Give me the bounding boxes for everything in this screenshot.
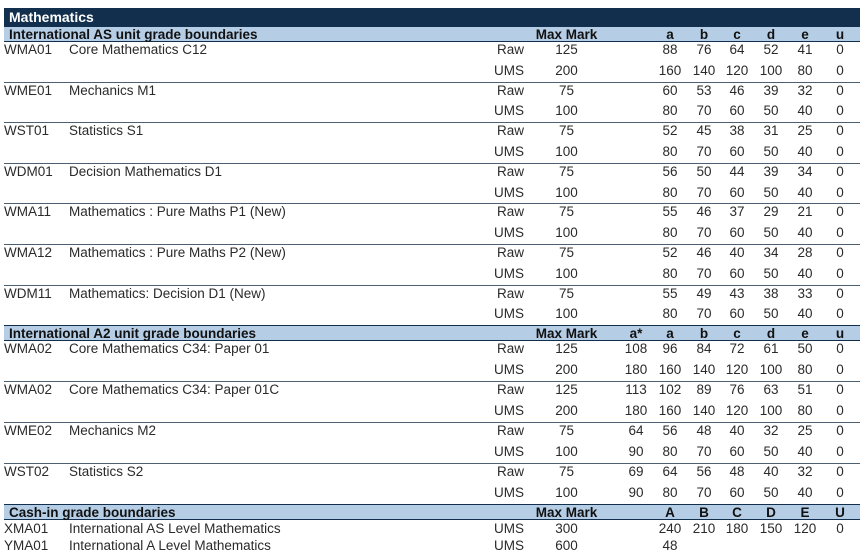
unit-name: Mechanics M2 — [69, 423, 157, 439]
grade-boundary-value: 80 — [662, 485, 678, 501]
grade-column-header: D — [766, 505, 776, 521]
grade-boundary-value: 38 — [763, 285, 779, 301]
grade-boundary-value: 210 — [692, 521, 716, 537]
unit-name: Core Mathematics C34: Paper 01 — [69, 341, 270, 357]
grade-boundary-value: 60 — [729, 485, 745, 501]
grade-boundary-value: 0 — [836, 225, 844, 241]
grade-boundary-value: 60 — [729, 225, 745, 241]
raw-mark-row — [4, 164, 860, 184]
max-mark-header: Max Mark — [535, 505, 598, 521]
grade-boundary-value: 0 — [836, 62, 844, 78]
unit-code: WMA11 — [4, 204, 52, 220]
grade-boundary-value: 48 — [696, 423, 712, 439]
grade-boundary-value: 0 — [836, 204, 844, 220]
mark-type-label: Raw — [496, 42, 524, 57]
max-mark-value: 75 — [558, 423, 575, 439]
unit-name: Mathematics: Decision D1 (New) — [69, 285, 266, 301]
grade-boundary-value: 89 — [696, 382, 712, 398]
grade-boundary-value: 140 — [692, 62, 716, 78]
subject-title: Mathematics — [4, 8, 860, 26]
max-mark-header: Max Mark — [535, 27, 598, 42]
qualification-name: International A Level Mathematics — [69, 538, 271, 554]
grade-column-header: U — [835, 505, 845, 521]
grade-boundary-value: 50 — [763, 306, 779, 322]
grade-boundary-value: 113 — [625, 382, 647, 398]
ums-mark-row — [4, 102, 860, 123]
ums-mark-row — [4, 443, 860, 464]
grade-boundary-value: 60 — [729, 184, 745, 200]
max-mark-header: Max Mark — [535, 326, 598, 342]
grade-boundary-value: 43 — [729, 285, 745, 301]
mark-type-label: UMS — [494, 225, 524, 241]
raw-mark-row — [4, 42, 860, 62]
ums-mark-row — [4, 184, 860, 205]
grade-boundary-value: 0 — [836, 82, 844, 98]
grade-boundary-value: 84 — [696, 341, 712, 357]
grade-boundary-value: 64 — [662, 464, 678, 480]
grade-boundary-value: 76 — [696, 42, 712, 57]
grade-column-header: a — [666, 27, 674, 42]
max-mark-value: 200 — [555, 362, 578, 378]
grade-boundary-value: 0 — [836, 306, 844, 322]
ums-mark-row — [4, 224, 860, 245]
grade-boundary-value: 60 — [729, 143, 745, 159]
grade-boundary-value: 70 — [696, 265, 712, 281]
ums-mark-row — [4, 361, 860, 382]
qualification-name: International AS Level Mathematics — [69, 521, 281, 537]
mark-type-label: UMS — [494, 362, 524, 378]
grade-boundary-value: 56 — [696, 464, 712, 480]
grade-boundary-value: 46 — [696, 244, 712, 260]
max-mark-value: 125 — [555, 341, 578, 357]
grade-boundary-value: 40 — [797, 143, 813, 159]
grade-boundary-value: 31 — [763, 123, 779, 139]
grade-boundary-value: 46 — [696, 204, 712, 220]
grade-boundary-value: 70 — [696, 485, 712, 501]
grade-boundary-value: 50 — [763, 485, 779, 501]
mark-type-label: UMS — [494, 485, 524, 501]
mark-type-label: UMS — [494, 62, 524, 78]
grade-boundary-value: 0 — [836, 163, 844, 179]
grade-boundary-value: 32 — [763, 423, 779, 439]
section-heading: International AS unit grade boundaries — [9, 27, 258, 42]
grade-boundary-value: 63 — [763, 382, 779, 398]
unit-code: WST02 — [4, 464, 50, 480]
mark-type-label: UMS — [494, 103, 524, 119]
unit-name: Core Mathematics C34: Paper 01C — [69, 382, 280, 398]
grade-boundary-value: 70 — [696, 444, 712, 460]
max-mark-value: 200 — [555, 403, 578, 419]
section-heading: International A2 unit grade boundaries — [9, 326, 257, 342]
grade-boundary-value: 41 — [797, 42, 813, 57]
grade-boundary-value: 40 — [797, 103, 813, 119]
grade-boundary-value: 53 — [696, 82, 712, 98]
grade-boundary-value: 34 — [763, 244, 779, 260]
grade-boundary-value: 80 — [662, 103, 678, 119]
unit-code: WST01 — [4, 123, 50, 139]
grade-boundary-value: 80 — [797, 403, 813, 419]
raw-mark-row — [4, 123, 860, 143]
unit-code: WME01 — [4, 82, 53, 98]
grade-boundary-value: 50 — [763, 444, 779, 460]
mark-type-label: Raw — [496, 204, 524, 220]
grade-column-header: b — [699, 27, 709, 42]
grade-boundary-value: 0 — [836, 485, 844, 501]
grade-boundary-value: 0 — [836, 382, 844, 398]
grade-column-header: e — [801, 326, 809, 342]
grade-boundary-value: 40 — [797, 485, 813, 501]
grade-column-header: a — [666, 326, 674, 342]
grade-boundary-value: 160 — [658, 362, 682, 378]
grade-boundary-value: 49 — [696, 285, 712, 301]
grade-boundary-value: 60 — [729, 265, 745, 281]
grade-boundary-value: 50 — [763, 184, 779, 200]
ums-mark-row — [4, 143, 860, 164]
grade-boundary-value: 50 — [763, 265, 779, 281]
mark-type-label: UMS — [494, 538, 524, 554]
max-mark-value: 75 — [558, 285, 575, 301]
grade-boundary-value: 120 — [725, 362, 749, 378]
grade-boundary-value: 0 — [836, 444, 844, 460]
grade-column-header: C — [732, 505, 742, 521]
grade-boundary-value: 45 — [696, 123, 712, 139]
grade-boundary-value: 80 — [662, 225, 678, 241]
raw-mark-row — [4, 286, 860, 306]
unit-name: Mechanics M1 — [69, 82, 157, 98]
grade-boundary-value: 25 — [797, 123, 813, 139]
grade-boundary-value: 51 — [797, 382, 813, 398]
mark-type-label: Raw — [496, 341, 524, 357]
raw-mark-row — [4, 382, 860, 402]
grade-boundary-value: 46 — [729, 82, 745, 98]
qualification-code: XMA01 — [4, 521, 49, 537]
grade-boundary-value: 70 — [696, 143, 712, 159]
mark-type-label: UMS — [494, 521, 524, 537]
grade-boundary-value: 0 — [836, 362, 844, 378]
mark-type-label: Raw — [496, 123, 524, 139]
grade-column-header: A — [665, 505, 675, 521]
mark-type-label: UMS — [494, 306, 524, 322]
grade-boundary-value: 0 — [836, 285, 844, 301]
unit-name: Core Mathematics C12 — [69, 42, 208, 57]
max-mark-value: 600 — [555, 538, 578, 554]
grade-boundary-value: 180 — [624, 362, 648, 378]
grade-boundary-value: 80 — [797, 62, 813, 78]
max-mark-value: 300 — [555, 521, 578, 537]
grade-boundary-value: 140 — [692, 362, 716, 378]
grade-boundary-value: 39 — [763, 163, 779, 179]
grade-boundary-value: 100 — [759, 403, 783, 419]
mark-type-label: Raw — [496, 382, 524, 398]
grade-boundary-value: 40 — [797, 265, 813, 281]
max-mark-value: 75 — [558, 204, 575, 220]
grade-boundary-value: 80 — [797, 362, 813, 378]
max-mark-value: 100 — [555, 306, 578, 322]
unit-code: WMA02 — [4, 341, 53, 357]
grade-boundary-value: 70 — [696, 306, 712, 322]
grade-boundary-value: 60 — [729, 306, 745, 322]
cash-in-row — [4, 520, 860, 537]
max-mark-value: 100 — [555, 143, 578, 159]
mark-type-label: Raw — [496, 464, 524, 480]
unit-name: Statistics S2 — [69, 464, 144, 480]
grade-boundary-value: 40 — [763, 464, 779, 480]
grade-boundary-value: 50 — [763, 103, 779, 119]
unit-code: WMA12 — [4, 244, 53, 260]
grade-boundary-value: 40 — [729, 244, 745, 260]
grade-boundary-value: 52 — [763, 42, 779, 57]
max-mark-value: 100 — [555, 444, 578, 460]
grade-boundaries-sheet — [4, 8, 860, 554]
grade-boundary-value: 40 — [797, 184, 813, 200]
unit-code: WME02 — [4, 423, 53, 439]
mark-type-label: UMS — [494, 184, 524, 200]
max-mark-value: 75 — [558, 163, 575, 179]
grade-boundary-value: 160 — [658, 62, 682, 78]
grade-boundary-value: 70 — [696, 225, 712, 241]
grade-boundaries-table — [4, 26, 860, 554]
grade-column-header: B — [699, 505, 709, 521]
qualification-code: YMA01 — [4, 538, 49, 554]
grade-boundary-value: 80 — [662, 265, 678, 281]
max-mark-value: 125 — [555, 382, 578, 398]
max-mark-value: 100 — [555, 103, 578, 119]
grade-boundary-value: 102 — [658, 382, 682, 398]
grade-boundary-value: 40 — [797, 306, 813, 322]
grade-boundary-value: 50 — [696, 163, 712, 179]
mark-type-label: Raw — [496, 244, 524, 260]
grade-boundary-value: 80 — [662, 184, 678, 200]
grade-boundary-value: 29 — [763, 204, 779, 220]
grade-boundary-value: 240 — [658, 521, 682, 537]
max-mark-value: 200 — [555, 62, 578, 78]
grade-boundary-value: 28 — [797, 244, 813, 260]
grade-boundary-value: 37 — [729, 204, 745, 220]
grade-boundary-value: 52 — [662, 123, 678, 139]
grade-column-header: c — [733, 27, 741, 42]
grade-boundary-value: 21 — [797, 204, 813, 220]
grade-boundary-value: 0 — [836, 244, 844, 260]
grade-boundary-value: 70 — [696, 184, 712, 200]
grade-boundary-value: 140 — [692, 403, 716, 419]
grade-boundary-value: 120 — [725, 403, 749, 419]
grade-column-header: u — [835, 27, 845, 42]
grade-boundary-value: 48 — [729, 464, 745, 480]
grade-boundary-value: 180 — [725, 521, 749, 537]
grade-boundary-value: 60 — [729, 444, 745, 460]
grade-boundary-value: 34 — [797, 163, 813, 179]
grade-boundary-value: 72 — [729, 341, 745, 357]
unit-code: WMA01 — [4, 42, 53, 57]
grade-boundary-value: 80 — [662, 143, 678, 159]
section-header — [4, 26, 860, 42]
raw-mark-row — [4, 245, 860, 265]
ums-mark-row — [4, 484, 860, 504]
mark-type-label: UMS — [494, 265, 524, 281]
grade-boundary-value: 90 — [628, 444, 644, 460]
grade-column-header: d — [766, 27, 776, 42]
grade-boundary-value: 100 — [759, 62, 783, 78]
mark-type-label: Raw — [496, 285, 524, 301]
grade-boundary-value: 40 — [729, 423, 745, 439]
max-mark-value: 75 — [558, 123, 575, 139]
mark-type-label: UMS — [494, 403, 524, 419]
grade-boundary-value: 76 — [729, 382, 745, 398]
grade-boundary-value: 0 — [836, 265, 844, 281]
mark-type-label: Raw — [496, 82, 524, 98]
ums-mark-row — [4, 62, 860, 83]
raw-mark-row — [4, 83, 860, 103]
unit-name: Statistics S1 — [69, 123, 144, 139]
grade-column-header: u — [835, 326, 845, 342]
grade-boundary-value: 50 — [763, 143, 779, 159]
max-mark-value: 75 — [558, 464, 575, 480]
grade-boundary-value: 52 — [662, 244, 678, 260]
mark-type-label: UMS — [494, 444, 524, 460]
grade-column-header: d — [766, 326, 776, 342]
grade-boundary-value: 64 — [729, 42, 745, 57]
section-header — [4, 504, 860, 520]
raw-mark-row — [4, 464, 860, 484]
ums-mark-row — [4, 402, 860, 423]
max-mark-value: 125 — [555, 42, 578, 57]
grade-boundary-value: 0 — [836, 184, 844, 200]
raw-mark-row — [4, 423, 860, 443]
grade-boundary-value: 0 — [836, 42, 844, 57]
max-mark-value: 75 — [558, 244, 575, 260]
grade-boundary-value: 64 — [628, 423, 644, 439]
grade-column-header: c — [733, 326, 741, 342]
grade-boundary-value: 108 — [624, 341, 648, 357]
grade-boundary-value: 39 — [763, 82, 779, 98]
grade-boundary-value: 69 — [628, 464, 644, 480]
grade-boundary-value: 50 — [797, 341, 813, 357]
mark-type-label: Raw — [496, 423, 524, 439]
ums-mark-row — [4, 305, 860, 325]
unit-code: WDM01 — [4, 163, 53, 179]
grade-boundary-value: 25 — [797, 423, 813, 439]
max-mark-value: 100 — [555, 265, 578, 281]
grade-boundary-value: 55 — [662, 285, 678, 301]
grade-boundary-value: 0 — [836, 521, 844, 537]
max-mark-value: 100 — [555, 184, 578, 200]
grade-boundary-value: 160 — [658, 403, 682, 419]
grade-boundary-value: 80 — [662, 444, 678, 460]
grade-boundary-value: 180 — [624, 403, 648, 419]
grade-boundary-value: 61 — [763, 341, 779, 357]
grade-boundary-value: 55 — [662, 204, 678, 220]
grade-boundary-value: 40 — [797, 444, 813, 460]
unit-name: Decision Mathematics D1 — [69, 163, 223, 179]
unit-name: Mathematics : Pure Maths P1 (New) — [69, 204, 286, 220]
grade-boundary-value: 80 — [662, 306, 678, 322]
grade-boundary-value: 70 — [696, 103, 712, 119]
grade-boundary-value: 100 — [759, 362, 783, 378]
unit-name: Mathematics : Pure Maths P2 (New) — [69, 244, 286, 260]
grade-column-header: b — [699, 326, 709, 342]
max-mark-value: 100 — [555, 225, 578, 241]
grade-boundary-value: 0 — [836, 341, 844, 357]
grade-boundary-value: 44 — [729, 163, 745, 179]
max-mark-value: 75 — [558, 82, 575, 98]
grade-boundary-value: 32 — [797, 464, 813, 480]
mark-type-label: Raw — [496, 163, 524, 179]
raw-mark-row — [4, 204, 860, 224]
grade-boundary-value: 60 — [729, 103, 745, 119]
grade-boundary-value: 40 — [797, 225, 813, 241]
ums-mark-row — [4, 265, 860, 286]
grade-boundary-value: 0 — [836, 464, 844, 480]
grade-boundary-value: 0 — [836, 103, 844, 119]
grade-boundary-value: 120 — [725, 62, 749, 78]
section-header — [4, 325, 860, 341]
grade-boundary-value: 0 — [836, 403, 844, 419]
grade-boundary-value: 38 — [729, 123, 745, 139]
grade-boundary-value: 56 — [662, 423, 678, 439]
grade-boundary-value: 90 — [628, 485, 644, 501]
grade-boundary-value: 50 — [763, 225, 779, 241]
grade-column-header: e — [801, 27, 809, 42]
grade-boundary-value: 56 — [662, 163, 678, 179]
grade-boundary-value: 60 — [662, 82, 678, 98]
cash-in-row — [4, 537, 860, 554]
unit-code: WDM11 — [4, 285, 52, 301]
grade-boundary-value: 88 — [662, 42, 678, 57]
grade-boundary-value: 96 — [662, 341, 678, 357]
grade-boundary-value: 0 — [836, 423, 844, 439]
grade-column-header: E — [800, 505, 810, 521]
section-heading: Cash-in grade boundaries — [9, 505, 176, 521]
grade-boundary-value: 0 — [836, 123, 844, 139]
grade-boundary-value: 48 — [662, 538, 678, 554]
grade-boundary-value: 150 — [759, 521, 783, 537]
grade-boundary-value: 120 — [793, 521, 817, 537]
grade-boundary-value: 0 — [836, 143, 844, 159]
raw-mark-row — [4, 341, 860, 361]
grade-column-header: a* — [629, 326, 643, 342]
grade-boundary-value: 32 — [797, 82, 813, 98]
mark-type-label: UMS — [494, 143, 524, 159]
max-mark-value: 100 — [555, 485, 578, 501]
grade-boundary-value: 33 — [797, 285, 813, 301]
unit-code: WMA02 — [4, 382, 53, 398]
